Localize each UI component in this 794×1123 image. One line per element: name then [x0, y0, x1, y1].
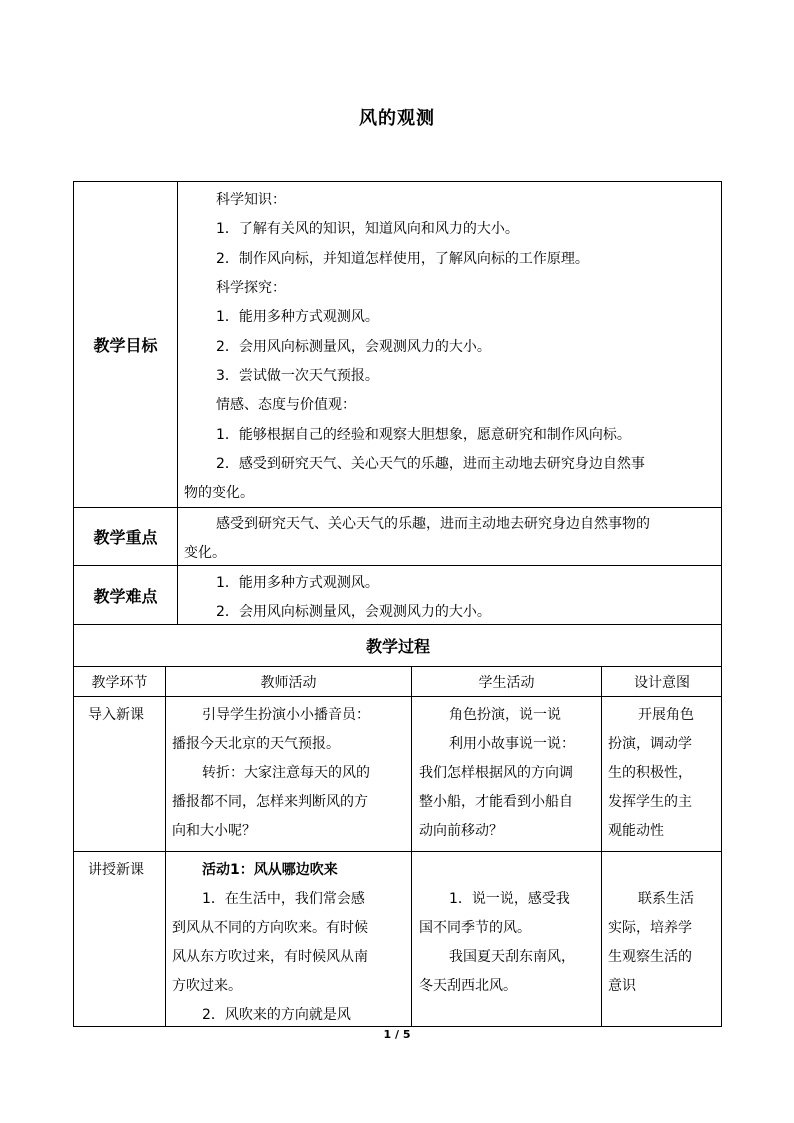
student-cell [411, 696, 601, 851]
teacher-line: 播报今天北京的天气预报。 [172, 736, 340, 752]
teacher-line: 方吹过来。 [172, 978, 242, 994]
objectives-line: 2．感受到研究天气、关心天气的乐趣，进而主动地去研究身边自然事 [216, 456, 645, 472]
difficulties-label: 教学难点 [74, 565, 177, 624]
stage-label: 讲授新课 [88, 862, 144, 878]
objectives-line: 物的变化。 [184, 485, 254, 501]
objectives-line: 2．会用风向标测量风，会观测风力的大小。 [216, 339, 491, 355]
intent-line: 意识 [608, 978, 636, 994]
student-cell [411, 851, 601, 1027]
key-points-line: 感受到研究天气、关心天气的乐趣，进而主动地去研究身边自然事物的 [216, 516, 650, 532]
page-number: 1 / 5 [383, 1028, 411, 1041]
teacher-line: 向和大小呢？ [172, 823, 256, 839]
stage-cell [74, 696, 165, 851]
activity-heading: 活动1：风从哪边吹来 [202, 862, 338, 878]
student-line: 国不同季节的风。 [419, 920, 531, 936]
intent-cell [601, 851, 722, 1027]
key-points-label: 教学重点 [74, 507, 177, 565]
student-line: 动向前移动？ [419, 823, 503, 839]
teacher-line: 转折：大家注意每天的风的 [202, 765, 370, 781]
student-line: 整小船，才能看到小船自 [419, 794, 573, 810]
teacher-cell [165, 696, 411, 851]
teacher-line: 引导学生扮演小小播音员： [202, 707, 370, 723]
key-points-line: 变化。 [184, 545, 226, 561]
student-line: 我国夏天刮东南风， [449, 949, 575, 965]
intent-line: 观能动性 [608, 823, 664, 839]
header-teacher: 教师活动 [165, 666, 411, 696]
objectives-line: 3．尝试做一次天气预报。 [216, 368, 379, 384]
teacher-line: 到风从不同的方向吹来。有时候 [172, 920, 368, 936]
teacher-line: 播报都不同，怎样来判断风的方 [172, 794, 368, 810]
student-line: 冬天刮西北风。 [419, 978, 517, 994]
teacher-line: 2．风吹来的方向就是风 [202, 1007, 351, 1023]
objectives-table [73, 181, 722, 1027]
page-title: 风的观测 [359, 108, 435, 129]
teacher-line: 风从东方吹过来，有时候风从南 [172, 949, 368, 965]
objectives-line: 1．能用多种方式观测风。 [216, 309, 379, 325]
objectives-line: 科学知识： [216, 192, 286, 208]
teacher-line: 1．在生活中，我们常会感 [202, 891, 365, 907]
objectives-line: 1．了解有关风的知识，知道风向和风力的大小。 [216, 221, 519, 237]
header-intent: 设计意图 [601, 666, 722, 696]
intent-line: 生的积极性， [608, 765, 692, 781]
student-line: 利用小故事说一说： [449, 736, 575, 752]
header-student: 学生活动 [411, 666, 601, 696]
student-line: 角色扮演，说一说 [449, 707, 561, 723]
process-title: 教学过程 [74, 624, 722, 666]
difficulties-line: 1．能用多种方式观测风。 [216, 575, 379, 591]
header-stage: 教学环节 [74, 666, 165, 696]
stage-cell [74, 851, 165, 1027]
student-line: 我们怎样根据风的方向调 [419, 765, 573, 781]
intent-line: 开展角色 [638, 707, 694, 723]
intent-line: 生观察生活的 [608, 949, 692, 965]
teacher-cell [165, 851, 411, 1027]
objectives-content [177, 182, 722, 507]
objectives-line: 科学探究： [216, 280, 286, 296]
objectives-line: 情感、态度与价值观： [216, 397, 356, 413]
stage-label: 导入新课 [88, 707, 144, 723]
student-line: 1．说一说，感受我 [449, 891, 570, 907]
intent-line: 发挥学生的主 [608, 794, 692, 810]
intent-line: 扮演，调动学 [608, 736, 692, 752]
intent-line: 联系生活 [638, 891, 694, 907]
objectives-line: 2．制作风向标，并知道怎样使用，了解风向标的工作原理。 [216, 251, 589, 267]
intent-line: 实际，培养学 [608, 920, 692, 936]
difficulties-line: 2．会用风向标测量风，会观测风力的大小。 [216, 604, 491, 620]
objectives-label: 教学目标 [93, 336, 158, 355]
objectives-line: 1．能够根据自己的经验和观察大胆想象，愿意研究和制作风向标。 [216, 427, 631, 443]
key-points-content [177, 507, 722, 565]
difficulties-content [177, 565, 722, 624]
intent-cell [601, 696, 722, 851]
